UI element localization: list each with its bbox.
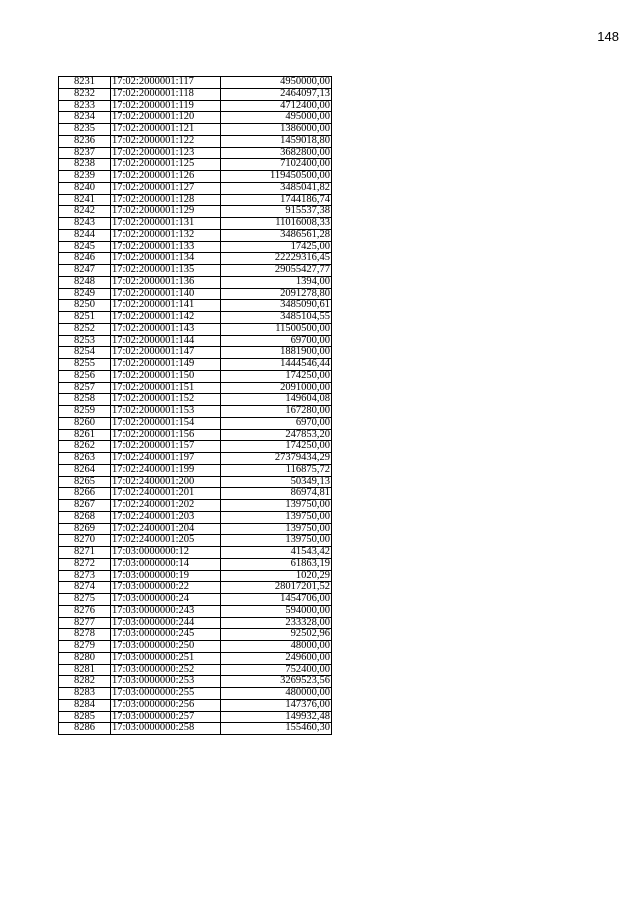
cadastral-value: 495000,00: [221, 112, 332, 124]
cadastral-value: 247853,20: [221, 429, 332, 441]
row-number: 8238: [59, 159, 111, 171]
cadastral-number: 17:03:0000000:245: [111, 629, 221, 641]
row-number: 8241: [59, 194, 111, 206]
table-body: [59, 77, 332, 735]
cadastral-number: 17:03:0000000:258: [111, 723, 221, 735]
row-number: 8264: [59, 464, 111, 476]
cadastral-number: 17:03:0000000:19: [111, 570, 221, 582]
cadastral-value: 27379434,29: [221, 453, 332, 465]
row-number: 8282: [59, 676, 111, 688]
table-row: [59, 629, 332, 641]
table-row: [59, 453, 332, 465]
row-number: 8235: [59, 124, 111, 136]
table-row: [59, 605, 332, 617]
cadastral-number: 17:02:2400001:202: [111, 500, 221, 512]
row-number: 8258: [59, 394, 111, 406]
table-row: [59, 382, 332, 394]
cadastral-number: 17:03:0000000:257: [111, 711, 221, 723]
cadastral-value: 11500500,00: [221, 323, 332, 335]
table-row: [59, 159, 332, 171]
cadastral-number: 17:02:2000001:140: [111, 288, 221, 300]
table-row: [59, 664, 332, 676]
table-row: [59, 476, 332, 488]
table-row: [59, 288, 332, 300]
cadastral-value: 86974,81: [221, 488, 332, 500]
table-row: [59, 558, 332, 570]
row-number: 8237: [59, 147, 111, 159]
cadastral-number: 17:02:2000001:142: [111, 312, 221, 324]
row-number: 8275: [59, 594, 111, 606]
table-row: [59, 147, 332, 159]
row-number: 8286: [59, 723, 111, 735]
cadastral-value: 61863,19: [221, 558, 332, 570]
cadastral-number: 17:03:0000000:14: [111, 558, 221, 570]
table-row: [59, 570, 332, 582]
cadastral-value: 3682800,00: [221, 147, 332, 159]
cadastral-value: 69700,00: [221, 335, 332, 347]
table-row: [59, 276, 332, 288]
cadastral-number: 17:03:0000000:253: [111, 676, 221, 688]
cadastral-value: 233328,00: [221, 617, 332, 629]
cadastral-value: 139750,00: [221, 511, 332, 523]
cadastral-value: 1881900,00: [221, 347, 332, 359]
cadastral-number: 17:02:2400001:203: [111, 511, 221, 523]
cadastral-value: 22229316,45: [221, 253, 332, 265]
row-number: 8247: [59, 265, 111, 277]
table-row: [59, 652, 332, 664]
row-number: 8234: [59, 112, 111, 124]
cadastral-value: 1459018,80: [221, 135, 332, 147]
row-number: 8271: [59, 547, 111, 559]
table-row: [59, 523, 332, 535]
table-row: [59, 641, 332, 653]
table-row: [59, 676, 332, 688]
cadastral-value: 3485090,61: [221, 300, 332, 312]
cadastral-value: 2091000,00: [221, 382, 332, 394]
table-row: [59, 688, 332, 700]
row-number: 8262: [59, 441, 111, 453]
table-row: [59, 617, 332, 629]
row-number: 8244: [59, 229, 111, 241]
cadastral-number: 17:02:2000001:152: [111, 394, 221, 406]
table-row: [59, 406, 332, 418]
row-number: 8255: [59, 359, 111, 371]
row-number: 8248: [59, 276, 111, 288]
cadastral-value: 11016008,33: [221, 218, 332, 230]
cadastral-number: 17:02:2000001:134: [111, 253, 221, 265]
cadastral-number: 17:02:2000001:150: [111, 370, 221, 382]
cadastral-number: 17:03:0000000:22: [111, 582, 221, 594]
table-row: [59, 547, 332, 559]
cadastral-value: 1020,29: [221, 570, 332, 582]
cadastral-number: 17:03:0000000:24: [111, 594, 221, 606]
table-row: [59, 300, 332, 312]
row-number: 8266: [59, 488, 111, 500]
row-number: 8274: [59, 582, 111, 594]
table-row: [59, 100, 332, 112]
row-number: 8233: [59, 100, 111, 112]
cadastral-number: 17:02:2000001:153: [111, 406, 221, 418]
table-row: [59, 218, 332, 230]
cadastral-value: 167280,00: [221, 406, 332, 418]
row-number: 8260: [59, 417, 111, 429]
cadastral-value: 174250,00: [221, 370, 332, 382]
cadastral-number: 17:02:2000001:147: [111, 347, 221, 359]
row-number: 8232: [59, 88, 111, 100]
cadastral-value: 915537,38: [221, 206, 332, 218]
row-number: 8281: [59, 664, 111, 676]
row-number: 8239: [59, 171, 111, 183]
row-number: 8236: [59, 135, 111, 147]
table-row: [59, 312, 332, 324]
row-number: 8261: [59, 429, 111, 441]
cadastral-number: 17:02:2000001:154: [111, 417, 221, 429]
cadastral-number: 17:02:2000001:119: [111, 100, 221, 112]
row-number: 8249: [59, 288, 111, 300]
cadastral-value: 139750,00: [221, 523, 332, 535]
row-number: 8269: [59, 523, 111, 535]
table-row: [59, 206, 332, 218]
cadastral-value: 249600,00: [221, 652, 332, 664]
cadastral-number: 17:02:2000001:133: [111, 241, 221, 253]
row-number: 8273: [59, 570, 111, 582]
cadastral-number: 17:03:0000000:255: [111, 688, 221, 700]
row-number: 8268: [59, 511, 111, 523]
cadastral-value: 2091278,80: [221, 288, 332, 300]
table-row: [59, 500, 332, 512]
table-row: [59, 253, 332, 265]
table-row: [59, 711, 332, 723]
cadastral-number: 17:02:2000001:118: [111, 88, 221, 100]
cadastral-number: 17:02:2000001:156: [111, 429, 221, 441]
cadastral-value: 3486561,28: [221, 229, 332, 241]
table-row: [59, 171, 332, 183]
row-number: 8267: [59, 500, 111, 512]
cadastral-value: 149932,48: [221, 711, 332, 723]
cadastral-value: 17425,00: [221, 241, 332, 253]
table-row: [59, 488, 332, 500]
row-number: 8243: [59, 218, 111, 230]
cadastral-value: 149604,08: [221, 394, 332, 406]
cadastral-value: 4712400,00: [221, 100, 332, 112]
row-number: 8272: [59, 558, 111, 570]
table-row: [59, 335, 332, 347]
cadastral-number: 17:02:2000001:149: [111, 359, 221, 371]
row-number: 8279: [59, 641, 111, 653]
cadastral-number: 17:02:2400001:199: [111, 464, 221, 476]
cadastral-number: 17:02:2000001:126: [111, 171, 221, 183]
cadastral-value: 1454706,00: [221, 594, 332, 606]
cadastral-number: 17:03:0000000:244: [111, 617, 221, 629]
table-row: [59, 124, 332, 136]
row-number: 8257: [59, 382, 111, 394]
table-row: [59, 394, 332, 406]
cadastral-value: 4950000,00: [221, 77, 332, 89]
row-number: 8277: [59, 617, 111, 629]
table-row: [59, 265, 332, 277]
cadastral-value: 139750,00: [221, 535, 332, 547]
row-number: 8276: [59, 605, 111, 617]
cadastral-number: 17:02:2000001:129: [111, 206, 221, 218]
cadastral-number: 17:03:0000000:251: [111, 652, 221, 664]
cadastral-value: 48000,00: [221, 641, 332, 653]
row-number: 8251: [59, 312, 111, 324]
cadastral-number: 17:02:2000001:132: [111, 229, 221, 241]
cadastral-value: 594000,00: [221, 605, 332, 617]
cadastral-value: 3269523,56: [221, 676, 332, 688]
table-row: [59, 112, 332, 124]
cadastral-number: 17:02:2000001:117: [111, 77, 221, 89]
cadastral-value: 7102400,00: [221, 159, 332, 171]
table-row: [59, 441, 332, 453]
cadastral-number: 17:02:2000001:125: [111, 159, 221, 171]
row-number: 8283: [59, 688, 111, 700]
cadastral-number: 17:03:0000000:250: [111, 641, 221, 653]
cadastral-number: 17:02:2000001:128: [111, 194, 221, 206]
cadastral-number: 17:02:2000001:127: [111, 182, 221, 194]
cadastral-number: 17:02:2000001:135: [111, 265, 221, 277]
row-number: 8246: [59, 253, 111, 265]
cadastral-number: 17:02:2400001:205: [111, 535, 221, 547]
cadastral-number: 17:02:2400001:197: [111, 453, 221, 465]
cadastral-number: 17:02:2000001:141: [111, 300, 221, 312]
row-number: 8265: [59, 476, 111, 488]
cadastral-number: 17:02:2000001:122: [111, 135, 221, 147]
cadastral-value: 28017201,52: [221, 582, 332, 594]
cadastral-number: 17:02:2000001:120: [111, 112, 221, 124]
row-number: 8253: [59, 335, 111, 347]
table-row: [59, 88, 332, 100]
table-row: [59, 241, 332, 253]
table-row: [59, 464, 332, 476]
cadastral-value: 139750,00: [221, 500, 332, 512]
cadastral-value: 3485104,55: [221, 312, 332, 324]
cadastral-value: 752400,00: [221, 664, 332, 676]
cadastral-value: 2464097,13: [221, 88, 332, 100]
cadastral-number: 17:02:2000001:131: [111, 218, 221, 230]
cadastral-number: 17:03:0000000:243: [111, 605, 221, 617]
row-number: 8259: [59, 406, 111, 418]
table-row: [59, 77, 332, 89]
table-row: [59, 370, 332, 382]
cadastral-value: 116875,72: [221, 464, 332, 476]
row-number: 8250: [59, 300, 111, 312]
row-number: 8254: [59, 347, 111, 359]
row-number: 8245: [59, 241, 111, 253]
cadastral-value: 174250,00: [221, 441, 332, 453]
cadastral-value: 1744186,74: [221, 194, 332, 206]
cadastral-value: 1444546,44: [221, 359, 332, 371]
cadastral-number: 17:02:2400001:200: [111, 476, 221, 488]
cadastral-value: 3485041,82: [221, 182, 332, 194]
row-number: 8256: [59, 370, 111, 382]
cadastral-value: 29055427,77: [221, 265, 332, 277]
row-number: 8263: [59, 453, 111, 465]
cadastral-value: 50349,13: [221, 476, 332, 488]
row-number: 8284: [59, 699, 111, 711]
table-row: [59, 194, 332, 206]
cadastral-number: 17:03:0000000:252: [111, 664, 221, 676]
cadastral-number: 17:02:2400001:201: [111, 488, 221, 500]
cadastral-number: 17:02:2000001:136: [111, 276, 221, 288]
cadastral-value-table: [58, 76, 332, 735]
table-row: [59, 135, 332, 147]
table-row: [59, 699, 332, 711]
cadastral-value: 480000,00: [221, 688, 332, 700]
row-number: 8252: [59, 323, 111, 335]
cadastral-value: 41543,42: [221, 547, 332, 559]
table-row: [59, 417, 332, 429]
table-row: [59, 594, 332, 606]
cadastral-value: 119450500,00: [221, 171, 332, 183]
table-row: [59, 429, 332, 441]
row-number: 8231: [59, 77, 111, 89]
row-number: 8280: [59, 652, 111, 664]
row-number: 8270: [59, 535, 111, 547]
table-row: [59, 535, 332, 547]
cadastral-value: 1386000,00: [221, 124, 332, 136]
cadastral-value: 6970,00: [221, 417, 332, 429]
cadastral-number: 17:02:2000001:121: [111, 124, 221, 136]
table-row: [59, 359, 332, 371]
table-row: [59, 511, 332, 523]
cadastral-number: 17:02:2000001:151: [111, 382, 221, 394]
cadastral-number: 17:02:2000001:157: [111, 441, 221, 453]
row-number: 8285: [59, 711, 111, 723]
cadastral-number: 17:03:0000000:12: [111, 547, 221, 559]
table-row: [59, 229, 332, 241]
row-number: 8240: [59, 182, 111, 194]
table-row: [59, 182, 332, 194]
row-number: 8242: [59, 206, 111, 218]
table-row: [59, 347, 332, 359]
cadastral-number: 17:02:2000001:143: [111, 323, 221, 335]
cadastral-value: 92502,96: [221, 629, 332, 641]
cadastral-value: 1394,00: [221, 276, 332, 288]
cadastral-number: 17:03:0000000:256: [111, 699, 221, 711]
cadastral-number: 17:02:2400001:204: [111, 523, 221, 535]
cadastral-value: 155460,30: [221, 723, 332, 735]
table-row: [59, 323, 332, 335]
table-row: [59, 723, 332, 735]
row-number: 8278: [59, 629, 111, 641]
cadastral-number: 17:02:2000001:144: [111, 335, 221, 347]
cadastral-number: 17:02:2000001:123: [111, 147, 221, 159]
table-row: [59, 582, 332, 594]
page-number: 148: [597, 29, 619, 44]
cadastral-value: 147376,00: [221, 699, 332, 711]
